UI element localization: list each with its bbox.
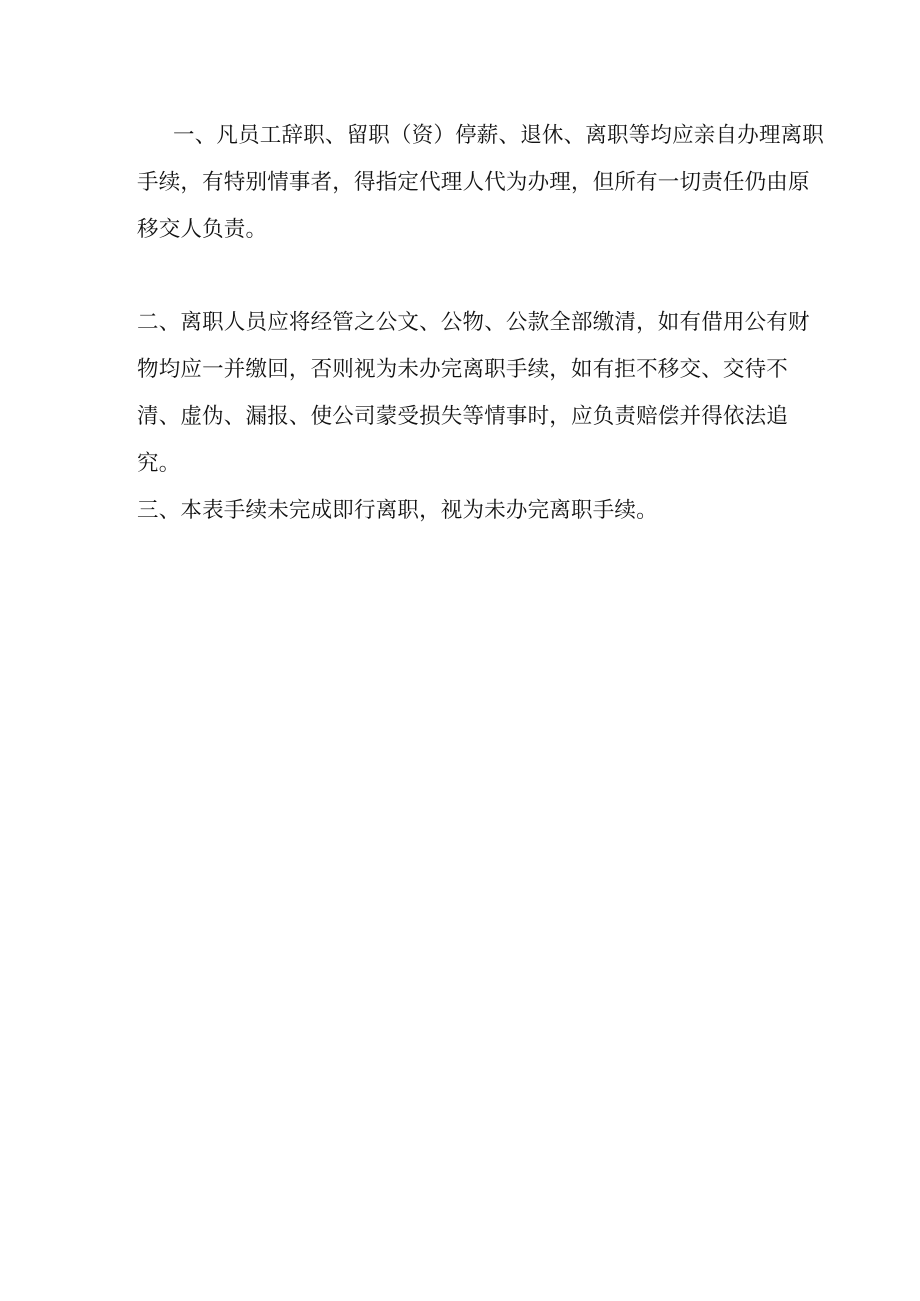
document-body [137,112,827,534]
clause-2-paragraph: 二、离职人员应将经管之公文、公物、公款全部缴清，如有借用公有财物均应一并缴回，否则视为未办完离职手续，如有拒不移交、交待不清、虚伪、漏报、使公司蒙受损失等情事时，应负责赔偿并得依法追究。 [137,310,810,476]
clause-1-paragraph: 一、凡员工辞职、留职（资）停薪、退休、离职等均应亲自办理离职手续，有特别情事者，得指定代理人代为办理，但所有一切责任仍由原移交人负责。 [137,123,825,242]
clause-3-paragraph: 三、本表手续未完成即行离职，视为未办完离职手续。 [137,498,658,523]
